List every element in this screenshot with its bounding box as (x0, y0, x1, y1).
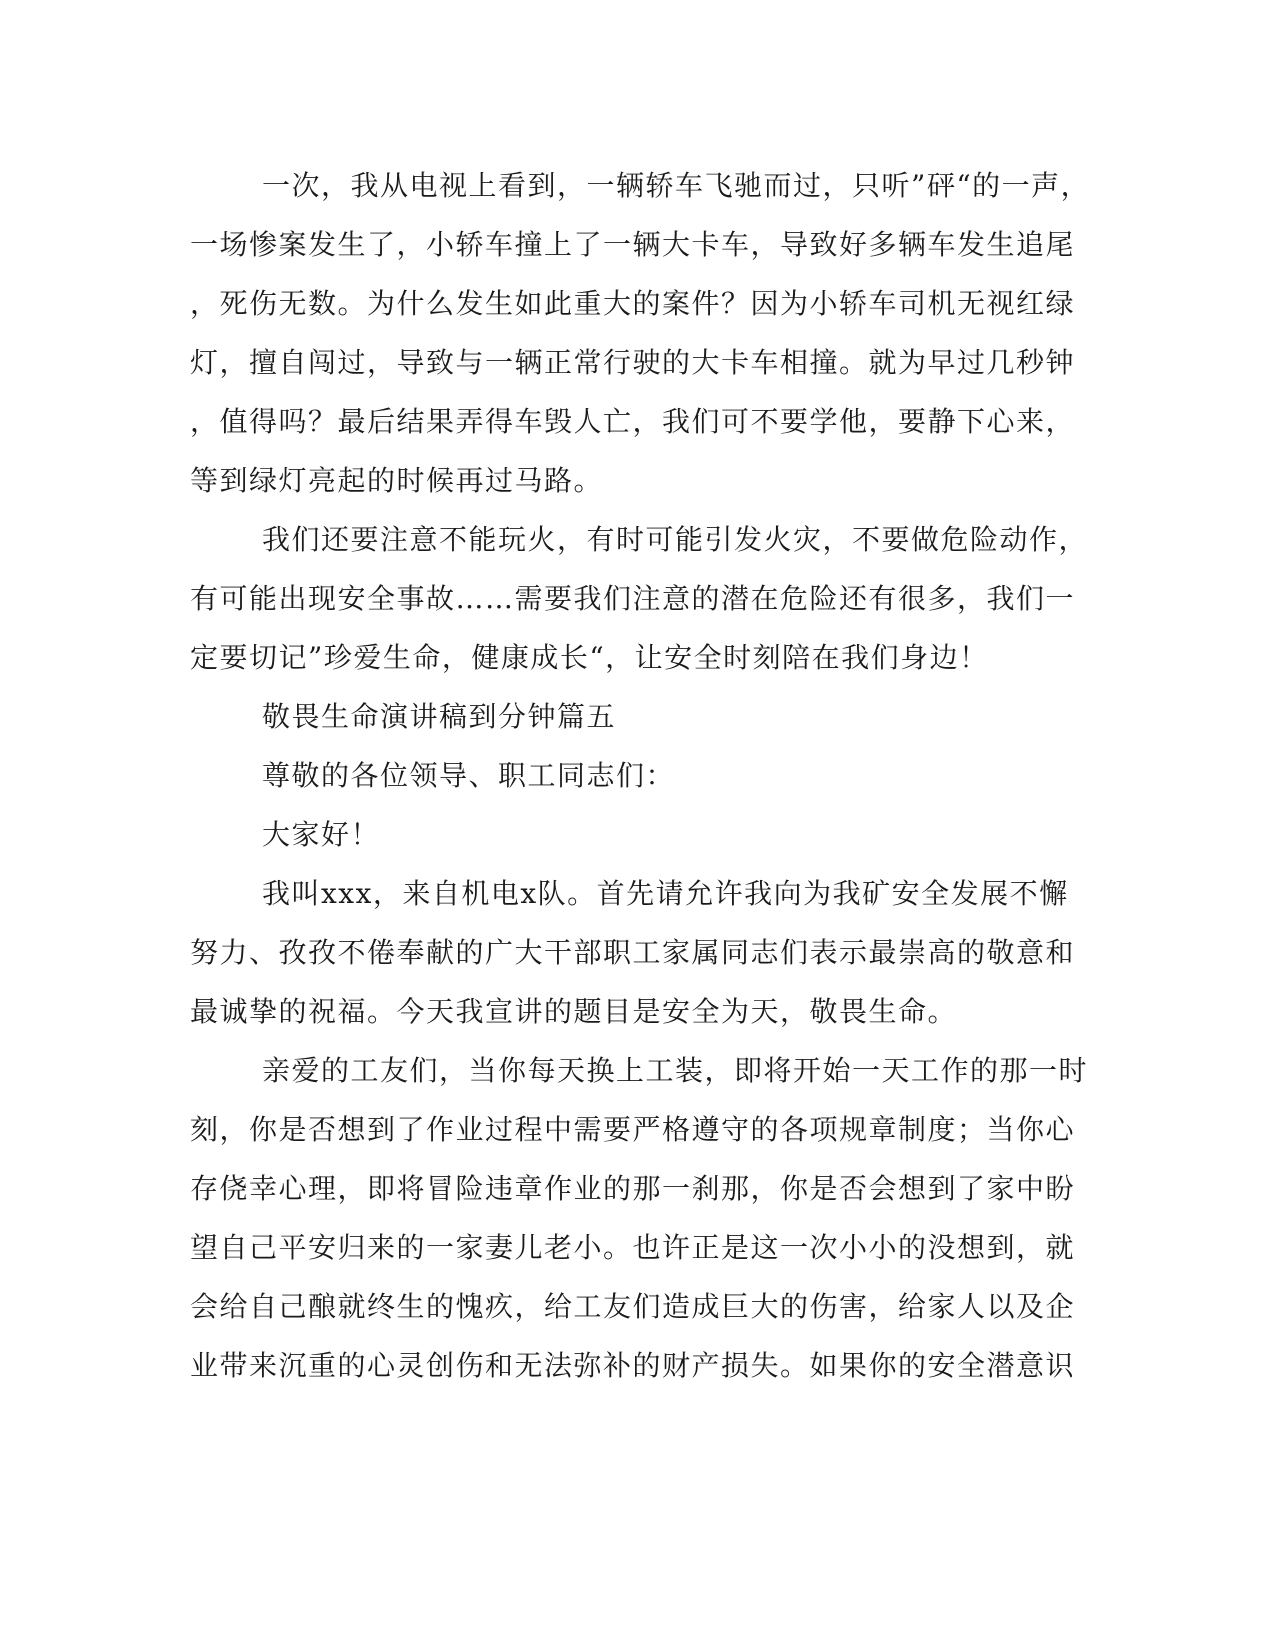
text-line: 望自己平安归来的一家妻儿老小。也许正是这一次小小的没想到，就 (190, 1231, 1076, 1264)
text-line: 业带来沉重的心灵创伤和无法弥补的财产损失。如果你的安全潜意识 (190, 1349, 1076, 1382)
text-line: 我叫xxx，来自机电x队。首先请允许我向为我矿安全发展不懈 (262, 877, 1069, 910)
text-line: 努力、孜孜不倦奉献的广大干部职工家属同志们表示最崇高的敬意和 (190, 936, 1076, 969)
text-line: 亲爱的工友们，当你每天换上工装，即将开始一天工作的那一时 (262, 1054, 1089, 1087)
text-line: 存侥幸心理，即将冒险违章作业的那一刹那，你是否会想到了家中盼 (190, 1172, 1076, 1205)
text-line: 刻，你是否想到了作业过程中需要严格遵守的各项规章制度；当你心 (190, 1113, 1076, 1146)
text-line: 灯，擅自闯过，导致与一辆正常行驶的大卡车相撞。就为早过几秒钟 (190, 346, 1076, 379)
text-line: ，值得吗？最后结果弄得车毁人亡，我们可不要学他，要静下心来， (190, 405, 1076, 438)
text-line: 定要切记”珍爱生命，健康成长“，让安全时刻陪在我们身边！ (190, 641, 989, 674)
text-line: 一次，我从电视上看到，一辆轿车飞驰而过，只听”砰“的一声， (262, 169, 1091, 202)
text-line: 有可能出现安全事故……需要我们注意的潜在危险还有很多，我们一 (190, 582, 1076, 615)
text-line: 一场惨案发生了，小轿车撞上了一辆大卡车，导致好多辆车发生追尾 (190, 228, 1076, 261)
text-line: 等到绿灯亮起的时候再过马路。 (190, 464, 604, 497)
text-line: ，死伤无数。为什么发生如此重大的案件？因为小轿车司机无视红绿 (190, 287, 1076, 320)
text-line: 最诚挚的祝福。今天我宣讲的题目是安全为天，敬畏生命。 (190, 995, 958, 1028)
section-heading: 敬畏生命演讲稿到分钟篇五 (262, 700, 617, 733)
text-line: 会给自己酿就终生的愧疚，给工友们造成巨大的伤害，给家人以及企 (190, 1290, 1076, 1323)
text-line: 我们还要注意不能玩火，有时可能引发火灾，不要做危险动作， (262, 523, 1089, 556)
salutation: 尊敬的各位领导、职工同志们： (262, 759, 676, 792)
greeting: 大家好！ (262, 818, 381, 851)
